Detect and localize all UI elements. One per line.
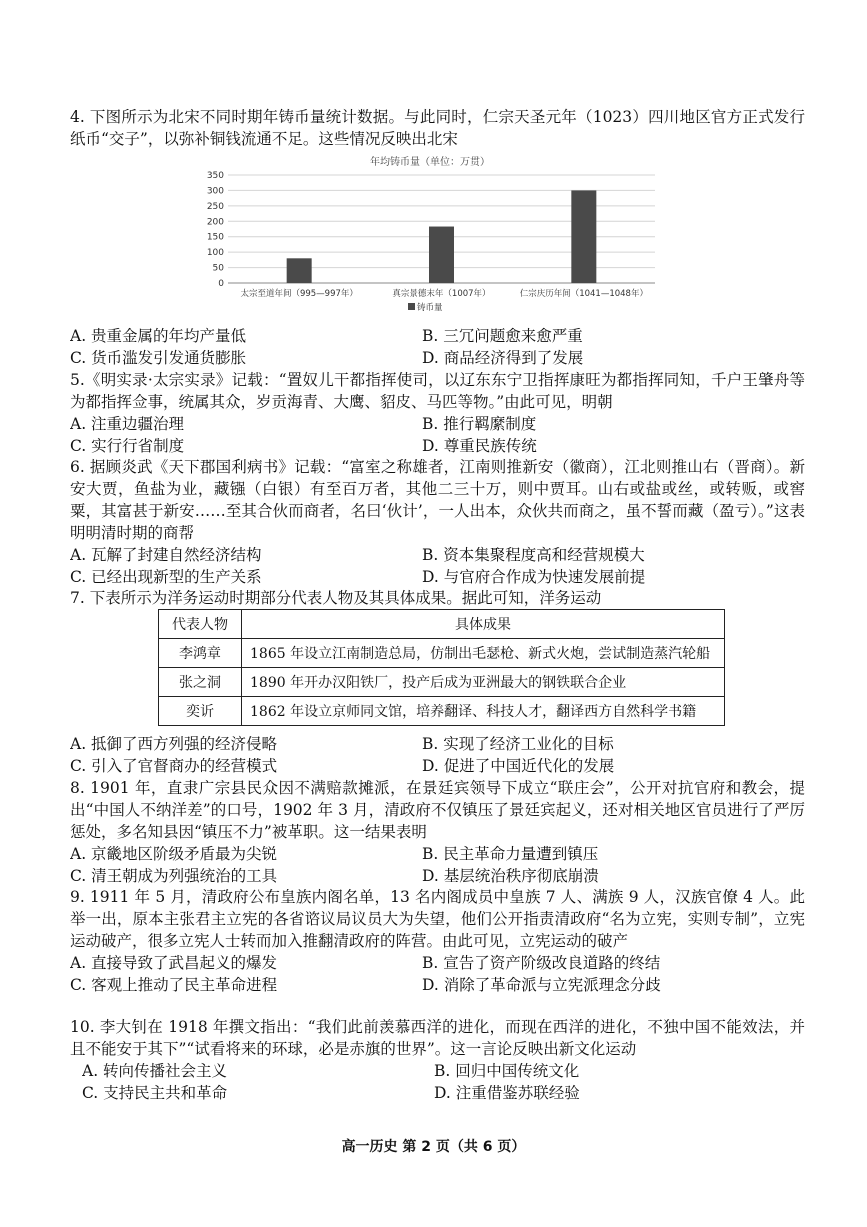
question-9-stem: 9. 1911 年 5 月，清政府公布皇族内阁名单，13 名内阁成员中皇族 7 人、满族 9 人，汉族官僚 4 人。此举一出，原本主张君主立宪的各省谘议局议员大为失望，他们公开指责清政府“名为立宪，实则专制”，立宪运动破产，很多立宪人士转而加入推翻清政府的阵营。由此可见，立宪运动的破产 <box>70 888 805 950</box>
x-tick-label: 太宗至道年间（995—997年） <box>240 289 358 299</box>
question-4 <box>70 106 805 150</box>
option-d[interactable]: D. 注重借鉴苏联经验 <box>434 1084 580 1102</box>
option-a[interactable]: A. 抵御了西方列强的经济侵略 <box>70 735 278 753</box>
option-b[interactable]: B. 实现了经济工业化的目标 <box>422 735 614 753</box>
legend-label: 铸币量 <box>417 303 443 313</box>
table-cell-achievement: 1890 年开办汉阳铁厂，投产后成为亚洲最大的钢铁联合企业 <box>242 668 725 697</box>
option-d[interactable]: D. 与官府合作成为快速发展前提 <box>422 568 646 586</box>
option-d[interactable]: D. 促进了中国近代化的发展 <box>422 757 615 775</box>
y-tick-label: 100 <box>206 248 224 259</box>
question-8-options <box>70 843 805 887</box>
y-tick-label: 0 <box>218 279 224 289</box>
option-d[interactable]: D. 消除了革命派与立宪派理念分歧 <box>422 976 661 994</box>
option-c[interactable]: C. 货币滥发引发通货膨胀 <box>70 349 247 367</box>
question-9-options <box>70 952 805 996</box>
legend-swatch <box>408 303 415 310</box>
question-10 <box>70 1016 805 1104</box>
table-cell-achievement: 1862 年设立京师同文馆，培养翻译、科技人才，翻译西方自然科学书籍 <box>242 697 725 726</box>
option-b[interactable]: B. 宣告了资产阶级改良道路的终结 <box>422 954 661 972</box>
westernization-table-wrap <box>158 609 725 726</box>
coin-minting-chart <box>200 150 660 322</box>
question-10-options <box>70 1060 805 1104</box>
table-cell-figure: 李鸿章 <box>159 639 242 668</box>
option-a[interactable]: A. 瓦解了封建自然经济结构 <box>70 546 262 564</box>
x-tick-label: 仁宗庆历年间（1041—1048年） <box>519 289 648 299</box>
question-10-stem: 10. 李大钊在 1918 年撰文指出：“我们此前羡慕西洋的进化，而现在西洋的进化，不独中国不能效法，并且不能安于其下”“试看将来的环球，必是赤旗的世界”。这一言论反映出新文化运动 <box>70 1018 805 1058</box>
westernization-table <box>158 609 725 726</box>
option-a[interactable]: A. 贵重金属的年均产量低 <box>70 327 247 345</box>
question-6-stem: 6. 据顾炎武《天下郡国利病书》记载：“富室之称雄者，江南则推新安（徽商），江北则推山右（晋商）。新安大贾，鱼盐为业，藏镪（白银）有至百万者，其他二三十万，则中贾耳。山右或盐或丝，或转贩，或窖粟，其富甚于新安……至其合伙而商者，名曰‘伙计’，一人出本，众伙共而商之，虽不誓而藏（盈亏）。”这表明明清时期的商帮 <box>70 458 805 542</box>
option-c[interactable]: C. 实行行省制度 <box>70 437 185 455</box>
option-b[interactable]: B. 回归中国传统文化 <box>434 1062 580 1080</box>
table-header-row <box>159 610 725 639</box>
option-c[interactable]: C. 清王朝成为列强统治的工具 <box>70 867 278 885</box>
table-row <box>159 639 725 668</box>
table-row <box>159 697 725 726</box>
bar <box>429 227 454 283</box>
table-row <box>159 668 725 697</box>
question-5-options <box>70 413 805 457</box>
option-a[interactable]: A. 京畿地区阶级矛盾最为尖锐 <box>70 845 278 863</box>
y-tick-label: 200 <box>206 217 224 228</box>
y-tick-label: 150 <box>206 232 224 243</box>
option-d[interactable]: D. 基层统治秩序彻底崩溃 <box>422 867 599 885</box>
question-8-stem: 8. 1901 年，直隶广宗县民众因不满赔款摊派，在景廷宾领导下成立“联庄会”，公开对抗官府和教会，提出“中国人不纳洋差”的口号，1902 年 3 月，清政府不仅镇压了景廷宾起义，还对相关地区官员进行了严厉惩处，多名知县因“镇压不力”被革职。这一结果表明 <box>70 779 805 841</box>
x-tick-label: 真宗景德末年（1007年） <box>392 289 491 299</box>
question-6-options <box>70 544 805 588</box>
option-a[interactable]: A. 直接导致了武昌起义的爆发 <box>70 954 278 972</box>
question-5 <box>70 369 805 457</box>
table-cell-figure: 张之洞 <box>159 668 242 697</box>
option-c[interactable]: C. 引入了官督商办的经营模式 <box>70 757 278 775</box>
bar <box>571 190 596 283</box>
option-c[interactable]: C. 已经出现新型的生产关系 <box>70 568 262 586</box>
question-8 <box>70 777 805 887</box>
option-d[interactable]: D. 尊重民族传统 <box>422 437 537 455</box>
option-c[interactable]: C. 客观上推动了民主革命进程 <box>70 976 278 994</box>
y-tick-label: 300 <box>206 186 224 197</box>
option-a[interactable]: A. 转向传播社会主义 <box>82 1062 228 1080</box>
question-5-stem: 5.《明实录·太宗实录》记载：“置奴儿干都指挥使司，以辽东东宁卫指挥康旺为都指挥同知，千户王肇舟等为都指挥佥事，统属其众，岁贡海青、大鹰、貂皮、马匹等物。”由此可见，明朝 <box>70 371 805 411</box>
y-tick-label: 250 <box>206 201 224 212</box>
option-b[interactable]: B. 三冗问题愈来愈严重 <box>422 327 583 345</box>
page-footer: 高一历史 第 2 页（共 6 页） <box>341 1139 526 1155</box>
option-c[interactable]: C. 支持民主共和革命 <box>82 1084 228 1102</box>
option-b[interactable]: B. 民主革命力量遭到镇压 <box>422 845 599 863</box>
option-d[interactable]: D. 商品经济得到了发展 <box>422 349 584 367</box>
question-4-options <box>70 325 805 369</box>
question-6 <box>70 456 805 588</box>
table-cell-figure: 奕䜣 <box>159 697 242 726</box>
option-b[interactable]: B. 推行羁縻制度 <box>422 415 537 433</box>
question-7 <box>70 587 805 609</box>
table-cell-achievement: 1865 年设立江南制造总局，仿制出毛瑟枪、新式火炮，尝试制造蒸汽轮船 <box>242 639 725 668</box>
bar-chart-svg <box>200 150 660 322</box>
table-header-achievement: 具体成果 <box>242 610 725 639</box>
option-b[interactable]: B. 资本集聚程度高和经营规模大 <box>422 546 645 564</box>
table-header-figure: 代表人物 <box>159 610 242 639</box>
option-a[interactable]: A. 注重边疆治理 <box>70 415 185 433</box>
question-7-options <box>70 733 805 777</box>
bar <box>287 258 312 283</box>
question-9 <box>70 886 805 996</box>
y-tick-label: 50 <box>212 263 224 274</box>
question-7-stem: 7. 下表所示为洋务运动时期部分代表人物及其具体成果。据此可知，洋务运动 <box>70 589 602 607</box>
question-4-stem: 4. 下图所示为北宋不同时期年铸币量统计数据。与此同时，仁宗天圣元年（1023）四川地区官方正式发行纸币“交子”，以弥补铜钱流通不足。这些情况反映出北宋 <box>70 108 805 148</box>
y-tick-label: 350 <box>206 171 224 181</box>
chart-title: 年均铸币量（单位：万贯） <box>370 157 490 168</box>
